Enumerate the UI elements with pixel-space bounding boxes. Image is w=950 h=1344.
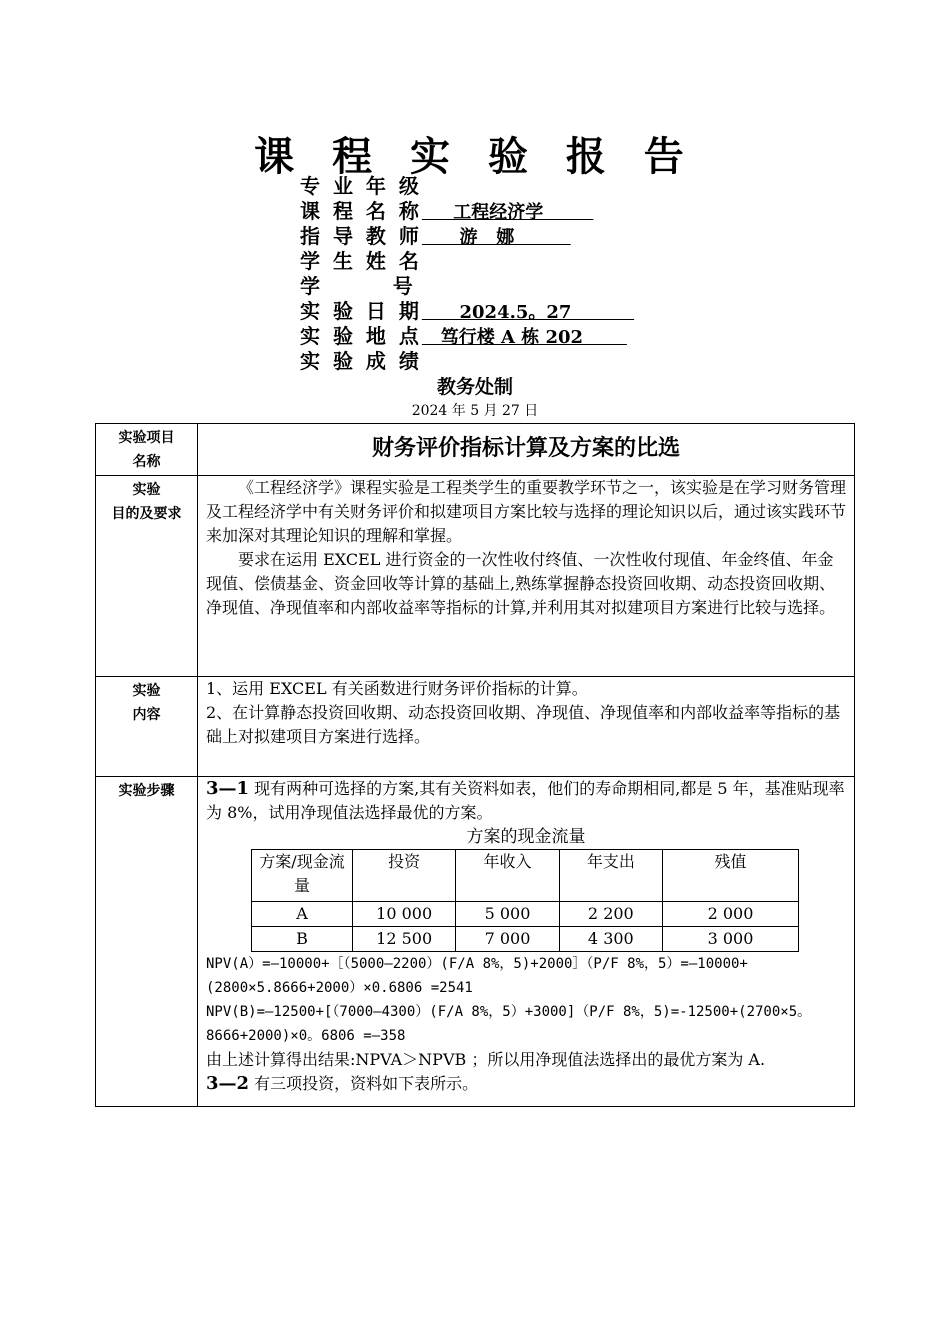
row-label xyxy=(96,476,198,677)
info-location xyxy=(300,324,634,349)
info-label: 实 验 成 绩 xyxy=(300,349,422,373)
cf-header-cell: 残值 xyxy=(663,850,799,902)
cf-header-cell: 年支出 xyxy=(559,850,662,902)
label-text: 实验项目 名称 xyxy=(118,430,175,470)
label-text: 实验 内容 xyxy=(132,683,161,723)
cash-flow-table xyxy=(251,849,799,952)
row-steps xyxy=(96,777,855,1107)
info-value: 工程经济学 xyxy=(421,202,594,223)
info-course xyxy=(300,199,634,224)
info-label: 学 生 姓 名 xyxy=(300,249,422,273)
question-2 xyxy=(206,1072,846,1096)
info-date xyxy=(300,299,634,324)
table-caption: 方案的现金流量 xyxy=(466,827,586,847)
info-label: 课 程 名 称 xyxy=(300,199,422,223)
info-value: 游 娜 xyxy=(421,227,571,248)
question-number: 3—2 xyxy=(206,1073,250,1094)
purpose-content xyxy=(198,476,855,677)
info-label: 专 业 年 级 xyxy=(300,174,422,198)
office-name: 教务处制 xyxy=(436,376,513,398)
info-grade xyxy=(300,349,634,374)
cf-header-cell: 年收入 xyxy=(456,850,559,902)
report-title: 课 程 实 验 报 告 xyxy=(254,134,696,180)
question-1 xyxy=(206,777,846,825)
calc-line: 由上述计算得出结果:NPVA＞NPVB ；所以用净现值法选择出的最优方案为 A. xyxy=(206,1050,766,1069)
question-text: 现有两种可选择的方案,其有关资料如表，他们的寿命期相同,都是 5 年，基准贴现率为 8%，试用净现值法选择最优的方案。 xyxy=(206,779,845,822)
info-label: 学 号 xyxy=(300,274,416,298)
info-teacher xyxy=(300,224,634,249)
row-label xyxy=(96,677,198,777)
report-table xyxy=(95,423,855,1107)
row-label xyxy=(96,424,198,476)
cf-cell: 3 000 xyxy=(663,927,799,952)
info-value: 2024.5。27 xyxy=(421,302,635,323)
report-info xyxy=(300,174,634,374)
row-label xyxy=(96,777,198,1107)
label-text: 实验 目的及要求 xyxy=(111,482,182,522)
content-cell xyxy=(198,677,855,777)
calc-line: NPV(A）=—10000+［（5000—2200）(F/A 8%，5)+2000］（P/F 8%，5）=—10000+(2800×5.8666+2000）×0.6806 =2541 xyxy=(206,956,748,996)
report-date: 2024 年 5 月 27 日 xyxy=(411,403,539,419)
info-major xyxy=(300,174,634,199)
cf-cell: 4 300 xyxy=(559,927,662,952)
info-value: 笃行楼 A 栋 202 xyxy=(421,327,627,348)
cf-cell: 5 000 xyxy=(456,902,559,927)
row-project-name xyxy=(96,424,855,476)
content-line: 2、在计算静态投资回收期、动态投资回收期、净现值、净现值率和内部收益率等指标的基础上对拟建项目方案进行选择。 xyxy=(206,703,841,746)
info-label: 实 验 日 期 xyxy=(300,299,422,323)
row-content xyxy=(96,677,855,777)
question-text: 有三项投资，资料如下表所示。 xyxy=(249,1074,479,1093)
cf-cell: 10 000 xyxy=(353,902,456,927)
paragraph: 要求在运用 EXCEL 进行资金的一次性收付终值、一次性收付现值、年金终值、年金现值、偿债基金、资金回收等计算的基础上,熟练掌握静态投资回收期、动态投资回收期、净现值、净现值率和内部收益率等指标的计算,并利用其对拟建项目方案进行比较与选择。 xyxy=(206,550,836,617)
info-id xyxy=(300,274,634,299)
question-number: 3—1 xyxy=(206,778,250,799)
info-label: 指 导 教 师 xyxy=(300,224,422,248)
info-student xyxy=(300,249,634,274)
calc-line: NPV(B)=—12500+[（7000—4300）(F/A 8%，5）+3000]（P/F 8%，5)=-12500+(2700×5。8666+2000)×0。6806 =—358 xyxy=(206,1004,812,1044)
cf-header-cell: 投资 xyxy=(353,850,456,902)
cf-cell: 7 000 xyxy=(456,927,559,952)
cf-row-b xyxy=(252,927,799,952)
cf-cell: 2 000 xyxy=(663,902,799,927)
paragraph: 《工程经济学》课程实验是工程类学生的重要教学环节之一，该实验是在学习财务管理及工程经济学中有关财务评价和拟建项目方案比较与选择的理论知识以后，通过该实践环节来加深对其理论知识的理解和掌握。 xyxy=(206,478,847,545)
cf-row-a xyxy=(252,902,799,927)
project-title: 财务评价指标计算及方案的比选 xyxy=(371,436,680,461)
label-text: 实验步骤 xyxy=(118,783,175,799)
project-title-cell xyxy=(198,424,855,476)
info-label: 实 验 地 点 xyxy=(300,324,422,348)
cf-header-cell: 方案/现金流量 xyxy=(252,850,353,902)
content-line: 1、运用 EXCEL 有关函数进行财务评价指标的计算。 xyxy=(206,679,588,698)
cf-cell: B xyxy=(252,927,353,952)
cf-cell: 12 500 xyxy=(353,927,456,952)
cf-header-row xyxy=(252,850,799,902)
steps-cell xyxy=(198,777,855,1107)
cf-cell: 2 200 xyxy=(559,902,662,927)
cf-cell: A xyxy=(252,902,353,927)
row-purpose xyxy=(96,476,855,677)
